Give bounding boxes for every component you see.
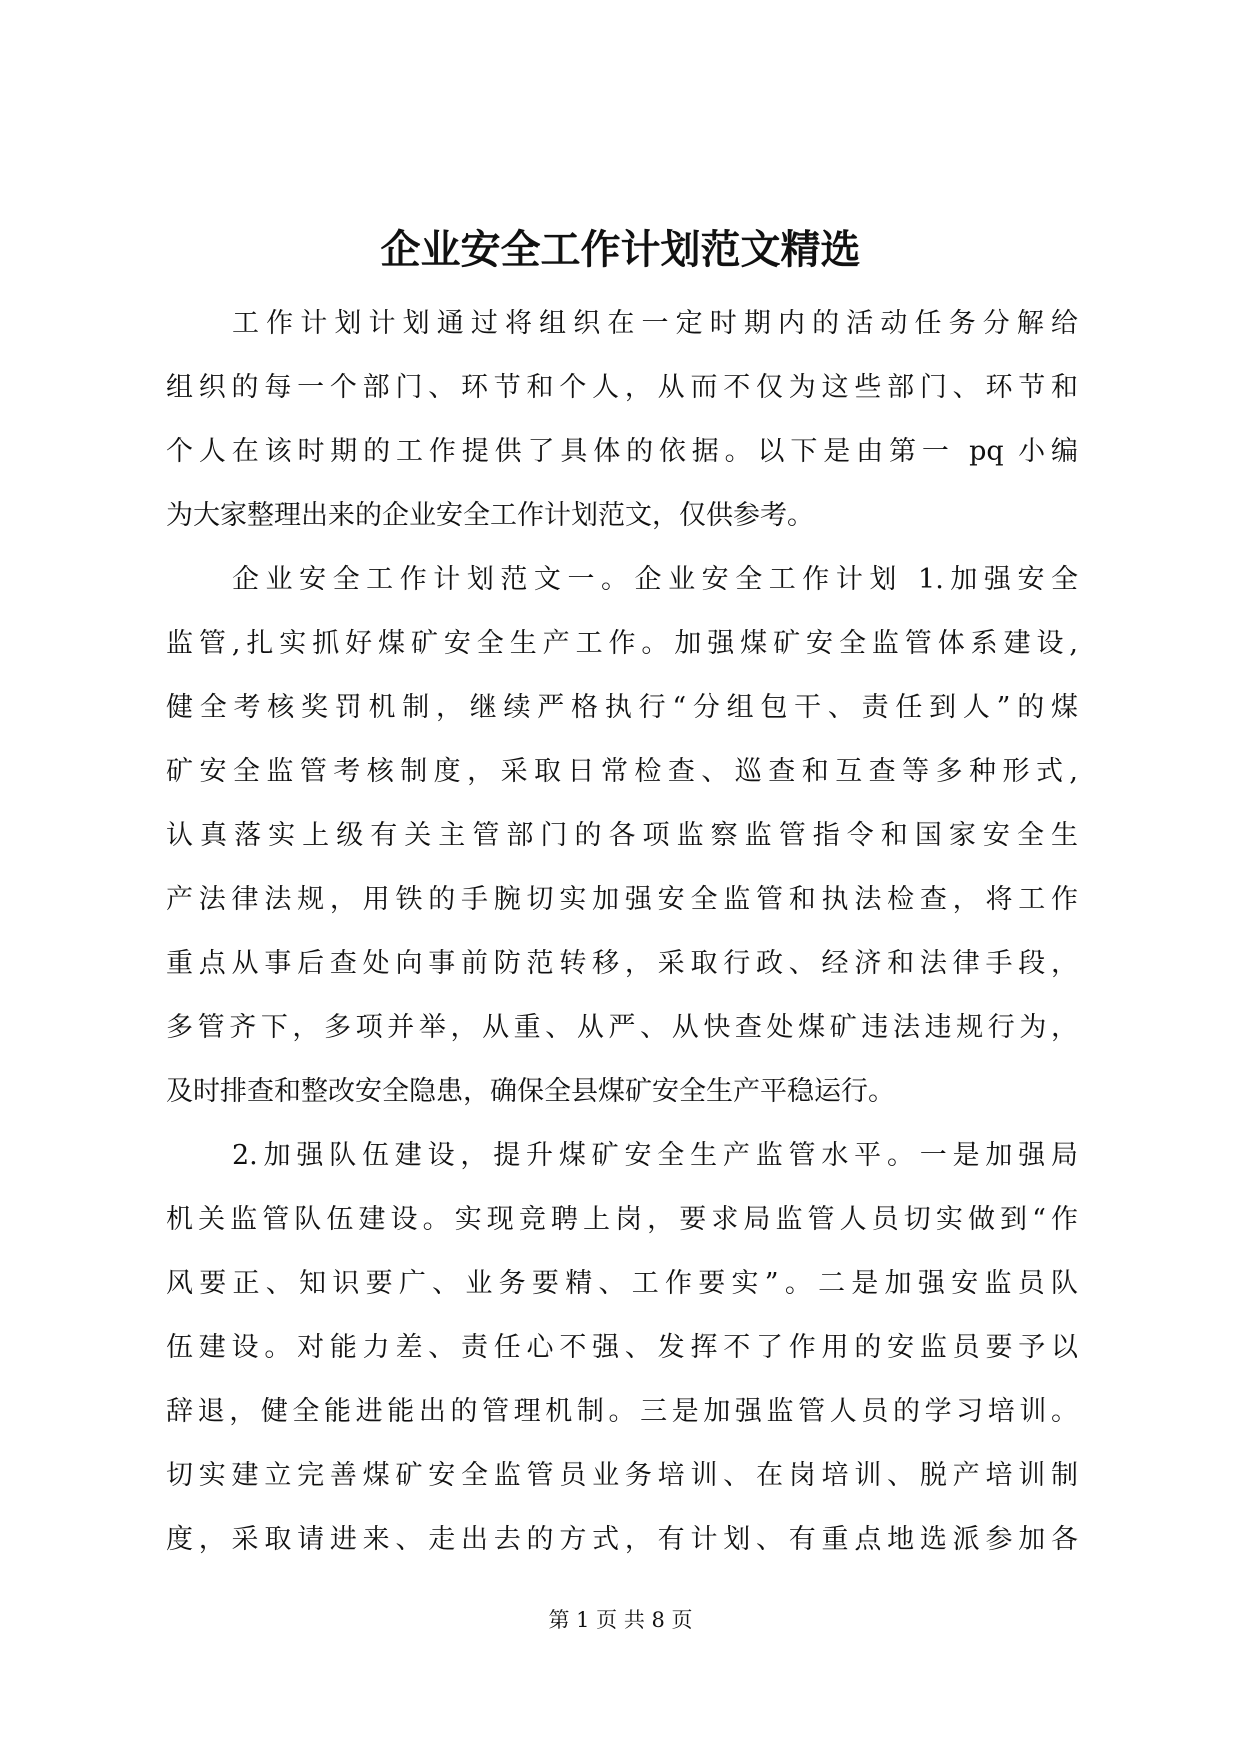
text-line: 风要正、知识要广、业务要精、工作要实”。二是加强安监员队 bbox=[166, 1268, 1078, 1299]
text-line: 组织的每一个部门、环节和个人，从而不仅为这些部门、环节和 bbox=[166, 372, 1078, 403]
text-line: 矿安全监管考核制度，采取日常检查、巡查和互查等多种形式, bbox=[166, 756, 1078, 787]
text-line: 健全考核奖罚机制，继续严格执行“分组包干、责任到人”的煤 bbox=[166, 692, 1078, 723]
text-line: 企业安全工作计划范文一。企业安全工作计划 1.加强安全 bbox=[232, 564, 1078, 595]
text-line: 机关监管队伍建设。实现竞聘上岗，要求局监管人员切实做到“作 bbox=[166, 1204, 1078, 1235]
text-line: 及时排查和整改安全隐患，确保全县煤矿安全生产平稳运行。 bbox=[166, 1076, 895, 1107]
document-title: 企业安全工作计划范文精选 bbox=[380, 226, 861, 273]
text-line: 认真落实上级有关主管部门的各项监察监管指令和国家安全生 bbox=[166, 820, 1078, 851]
text-line: 伍建设。对能力差、责任心不强、发挥不了作用的安监员要予以 bbox=[166, 1332, 1078, 1363]
text-line: 重点从事后查处向事前防范转移，采取行政、经济和法律手段， bbox=[166, 948, 1078, 979]
text-line: 监管,扎实抓好煤矿安全生产工作。加强煤矿安全监管体系建设, bbox=[166, 628, 1078, 659]
text-line: 个人在该时期的工作提供了具体的依据。以下是由第一 pq 小编 bbox=[166, 436, 1078, 467]
text-line: 切实建立完善煤矿安全监管员业务培训、在岗培训、脱产培训制 bbox=[166, 1460, 1078, 1491]
text-line: 辞退，健全能进能出的管理机制。三是加强监管人员的学习培训。 bbox=[166, 1396, 1078, 1427]
text-line: 多管齐下，多项并举，从重、从严、从快查处煤矿违法违规行为， bbox=[166, 1012, 1078, 1043]
text-line: 产法律法规，用铁的手腕切实加强安全监管和执法检查，将工作 bbox=[166, 884, 1078, 915]
text-line: 度，采取请进来、走出去的方式，有计划、有重点地选派参加各 bbox=[166, 1524, 1078, 1555]
text-line: 为大家整理出来的企业安全工作计划范文，仅供参考。 bbox=[166, 500, 814, 531]
text-line: 工作计划计划通过将组织在一定时期内的活动任务分解给 bbox=[232, 308, 1078, 339]
text-line: 2.加强队伍建设，提升煤矿安全生产监管水平。一是加强局 bbox=[232, 1140, 1078, 1171]
page-number-footer: 第 1 页 共 8 页 bbox=[548, 1608, 693, 1632]
document-body bbox=[166, 292, 1078, 1572]
